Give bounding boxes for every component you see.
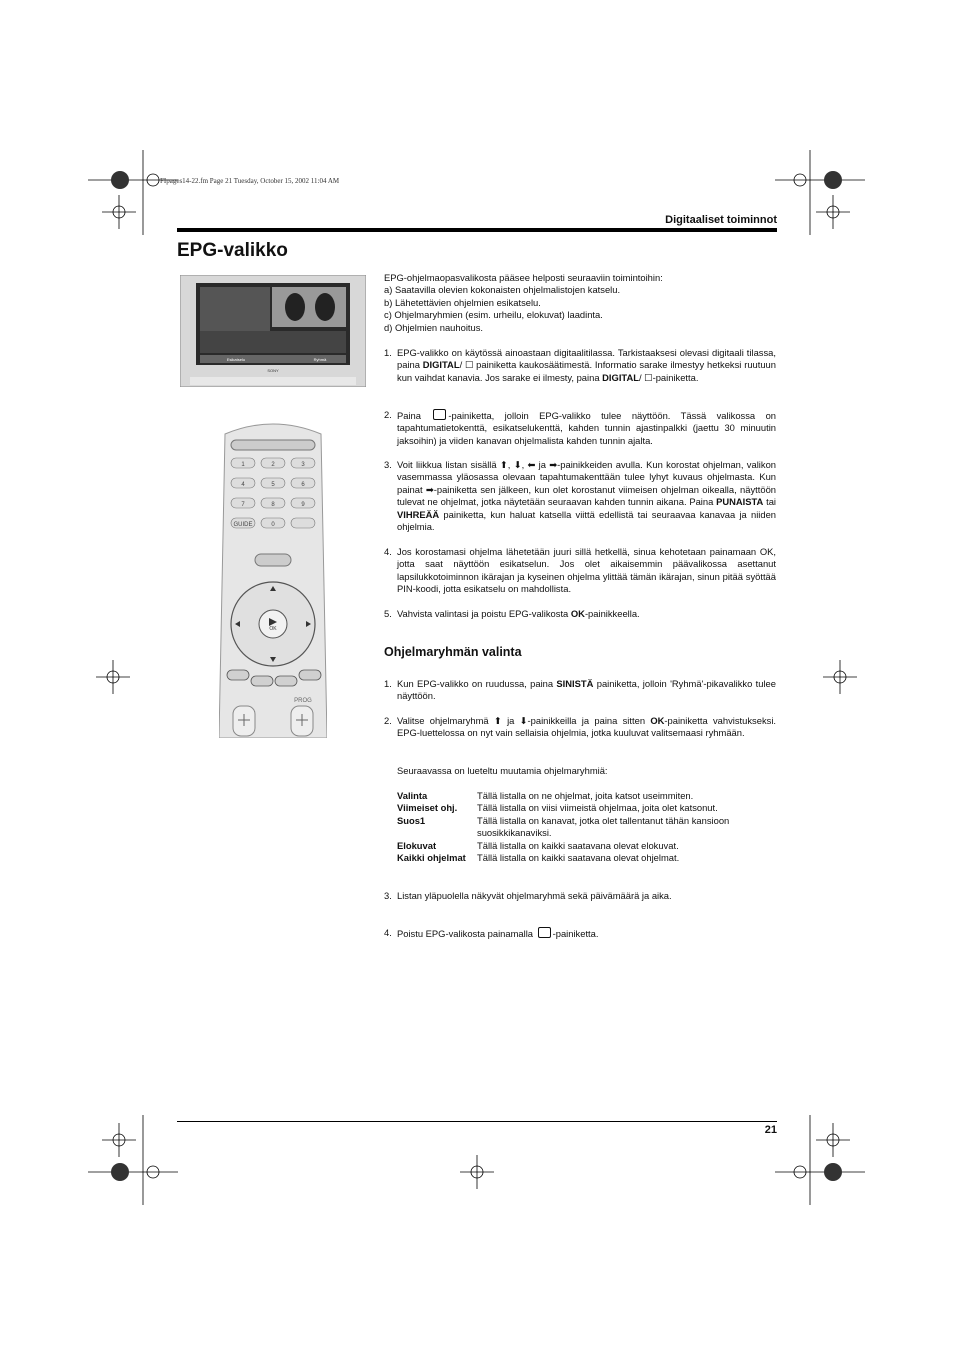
- intro-lead: EPG-ohjelmaopasvalikosta pääsee helposti seuraaviin toimintoihin:: [384, 272, 663, 283]
- epg-footer-group: Ryhmä: [313, 357, 327, 362]
- remote-key-5: 5: [271, 482, 275, 488]
- group-step-1: 1. Kun EPG-valikko on ruudussa, paina SINISTÄ painiketta, jolloin 'Ryhmä'-pikavalikko tulee näyttöön.: [384, 678, 776, 702]
- step-3: 3. Voit liikkua listan sisällä ⬆, ⬇, ⬅ ja ➡-painikkeiden avulla. Kun korostat ohjelman, valikon vasemmassa yläosassa olevaan tapahtumakenttään tulee lyhyt kuvaus ohjelmasta. Kun painat ➡-painiketta sen jälkeen, kun olet korostanut viimeisen ohjelman oikealla, näyttöön tulevat ne ohjelmat, jotka näytetään seuraavan kahden tunnin aikana. Paina PUNAISTA tai VIHREÄÄ painiketta, kun haluat katsella viittä edellistä tai seuraavaa kanavaa ja niiden ohjelmia.: [384, 459, 776, 533]
- group-row: Suos1 Tällä listalla on kanavat, jotka olet tallentanut tähän kansioon suosikkikanaviksi.: [397, 814, 730, 839]
- footer-rule: [177, 1121, 777, 1122]
- page-title: EPG-valikko: [177, 240, 288, 261]
- header-rule: [177, 228, 777, 232]
- group-step-2: 2. Valitse ohjelmaryhmä ⬆ ja ⬇-painikkeilla ja paina sitten OK-painiketta vahvistukseksi. EPG-luettelossa on nyt vain sellaisia ohjelmia, jotka kuuluvat valitsemaasi ryhmään.: [384, 715, 777, 739]
- groups-intro: Seuraavassa on lueteltu muutamia ohjelmaryhmiä:: [397, 765, 608, 776]
- group-row: Kaikki ohjelmat Tällä listalla on kaikki saatavana olevat ohjelmat.: [397, 852, 680, 864]
- step-5: 5. Vahvista valintasi ja poistu EPG-valikosta OK-painikkeella.: [384, 608, 640, 619]
- remote-key-4: 4: [241, 482, 245, 488]
- tv-screen-illustration: [180, 275, 366, 387]
- header-section-title: Digitaaliset toiminnot: [665, 214, 777, 226]
- intro-item-a: a) Saatavilla olevien kokonaisten ohjelmalistojen katselu.: [384, 284, 621, 296]
- group-row: Valinta Tällä listalla on ne ohjelmat, joita katsot useimmiten.: [397, 790, 694, 801]
- group-step-4: 4. Poistu EPG-valikosta painamalla -painiketta.: [384, 927, 599, 939]
- remote-control-illustration: [219, 414, 327, 738]
- group-row: Elokuvat Tällä listalla on kaikki saatavana olevat elokuvat.: [397, 839, 679, 851]
- step-4: 4. Jos korostamasi ohjelma lähetetään juuri sillä hetkellä, sinua kehotetaan painamaan OK, jotta saat näyttöön esikatselun. Jos olet aikaisemmin päävalikossa asettanut lapsilukkotoiminnon ikärajan ja kyseinen ohjelma ylittää tämän ikärajan, sinun pitää syöttää PIN-koodi, jotta esikatselu on mahdollista.: [384, 546, 776, 595]
- step-1: 1. EPG-valikko on käytössä ainoastaan digitaalitilassa. Tarkistaaksesi olevasi digitaali tilassa, paina DIGITAL/ ☐ painiketta kaukosäätimestä. Informatio sarake ilmestyy hetkeksi ruutuun kun vaihdat kanavia. Jos sarake ei ilmesty, paina DIGITAL/ ☐-painiketta.: [384, 347, 776, 383]
- remote-key-9: 9: [301, 502, 305, 508]
- groups-table: [397, 790, 777, 864]
- print-info: FIpages14-22.fm Page 21 Tuesday, October 15, 2002 11:04 AM: [160, 177, 340, 185]
- remote-key-6: 6: [301, 482, 305, 488]
- intro-item-b: b) Lähetettävien ohjelmien esikatselu.: [384, 296, 541, 308]
- remote-key-3: 3: [301, 462, 305, 468]
- remote-key-1: 1: [241, 462, 245, 468]
- intro-item-d: d) Ohjelmien nauhoitus.: [384, 321, 484, 333]
- page-number: 21: [764, 1124, 777, 1136]
- epg-button-icon: [538, 927, 551, 938]
- intro-item-c: c) Ohjelmaryhmien (esim. urheilu, elokuvat) laadinta.: [384, 309, 603, 321]
- intro-block: [384, 272, 776, 334]
- epg-footer-preview: Esikatselu: [226, 357, 246, 362]
- step-2: 2. Paina -painiketta, jolloin EPG-valikko tulee näyttöön. Tässä valikossa on tapahtumatietokenttä, esikatselukenttä, kahden tunnin ajastinpalkki (jaettu 30 minuutin jaksoihin) ja viiden kanavan ohjelmalista kahden tunnin ajalta.: [384, 409, 776, 446]
- remote-key-7: 7: [241, 502, 245, 508]
- epg-button-icon: [433, 409, 446, 420]
- remote-prog-label: PROG: [294, 698, 312, 704]
- group-row: Viimeiset ohj. Tällä listalla on viisi viimeistä ohjelmaa, joita olet katsonut.: [397, 802, 718, 814]
- remote-key-2: 2: [271, 462, 275, 468]
- group-step-3: 3. Listan yläpuolella näkyvät ohjelmaryhmä sekä päivämäärä ja aika.: [384, 890, 672, 901]
- remote-key-guide: GUIDE: [233, 522, 253, 528]
- remote-ok-label: OK: [269, 626, 277, 632]
- remote-key-0: 0: [271, 522, 275, 528]
- tv-brand: SONY: [267, 368, 279, 373]
- section-heading: Ohjelmaryhmän valinta: [384, 645, 522, 659]
- remote-key-8: 8: [271, 502, 275, 508]
